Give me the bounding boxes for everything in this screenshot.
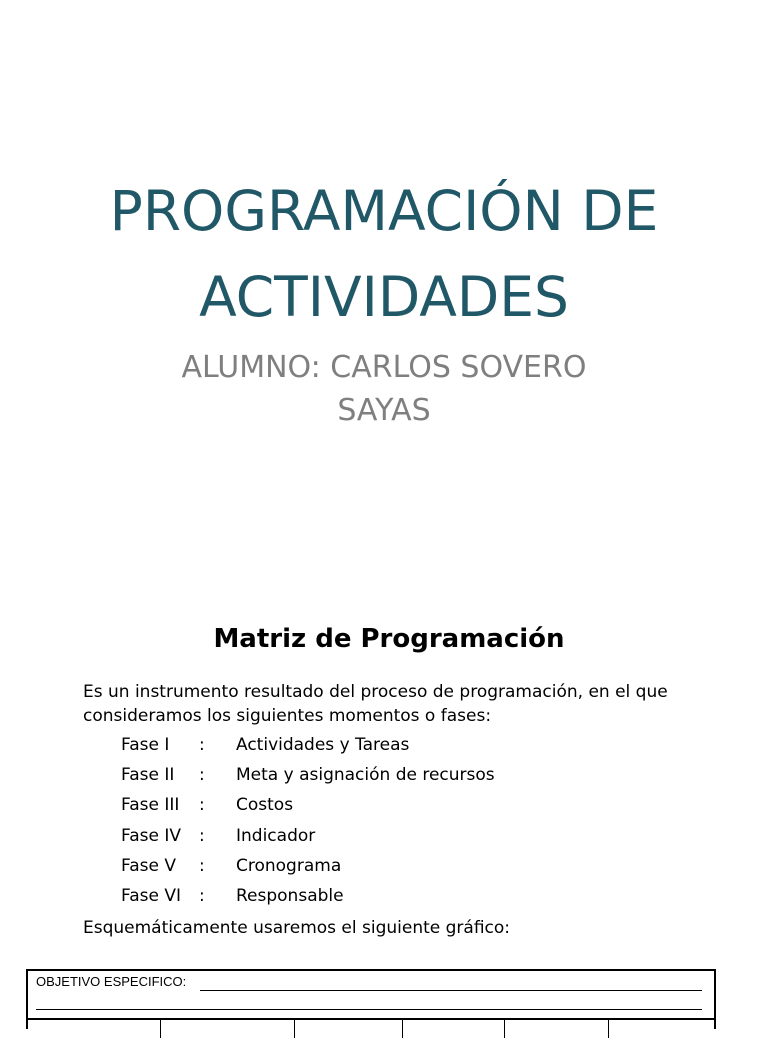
objective-line (200, 990, 702, 991)
phase-separator: : (199, 765, 205, 786)
table-column-divider (504, 1018, 505, 1038)
phase-item (121, 881, 495, 911)
title-line-2: ACTIVIDADES (199, 265, 569, 329)
phase-name: Fase I (121, 735, 170, 755)
table-header-border (28, 1018, 714, 1020)
phase-description: Costos (236, 795, 294, 816)
phase-separator: : (199, 855, 205, 876)
phase-separator: : (199, 735, 205, 755)
title-line-1: PROGRAMACIÓN DE (109, 179, 659, 243)
scheme-caption: Esquemáticamente usaremos el siguiente gráfico: (83, 918, 511, 938)
phase-description: Actividades y Tareas (236, 735, 410, 755)
subtitle-line-1: ALUMNO: CARLOS SOVERO (181, 350, 587, 385)
subtitle-line-2: SAYAS (337, 393, 431, 428)
phase-item (121, 851, 495, 881)
phase-list (121, 730, 495, 911)
phase-description: Indicador (236, 825, 316, 846)
table-column-divider (294, 1018, 295, 1038)
slide-title (0, 168, 768, 340)
document-heading: Matriz de Programación (213, 624, 565, 654)
phase-separator: : (199, 885, 205, 906)
phase-item (121, 821, 495, 851)
intro-paragraph: Es un instrumento resultado del proceso de programación, en el que consideramos los siguientes momentos o fases: (83, 682, 668, 726)
programming-matrix (26, 969, 716, 1029)
table-column-divider (402, 1018, 403, 1038)
phase-description: Cronograma (236, 855, 342, 876)
phase-name: Fase VI (121, 885, 181, 906)
phase-description: Meta y asignación de recursos (236, 765, 495, 786)
phase-separator: : (199, 825, 205, 846)
phase-name: Fase V (121, 855, 176, 876)
slide-subtitle (0, 346, 768, 432)
phase-name: Fase II (121, 765, 175, 786)
phase-item (121, 730, 495, 760)
phase-description: Responsable (236, 885, 344, 906)
objective-label: OBJETIVO ESPECIFICO: (36, 974, 187, 989)
phase-item (121, 760, 495, 790)
phase-name: Fase III (121, 795, 180, 816)
objective-line (36, 1009, 702, 1010)
phase-separator: : (199, 795, 205, 816)
table-column-divider (160, 1018, 161, 1038)
table-column-divider (608, 1018, 609, 1038)
phase-name: Fase IV (121, 825, 181, 846)
phase-item (121, 790, 495, 820)
document-page (0, 576, 768, 1024)
